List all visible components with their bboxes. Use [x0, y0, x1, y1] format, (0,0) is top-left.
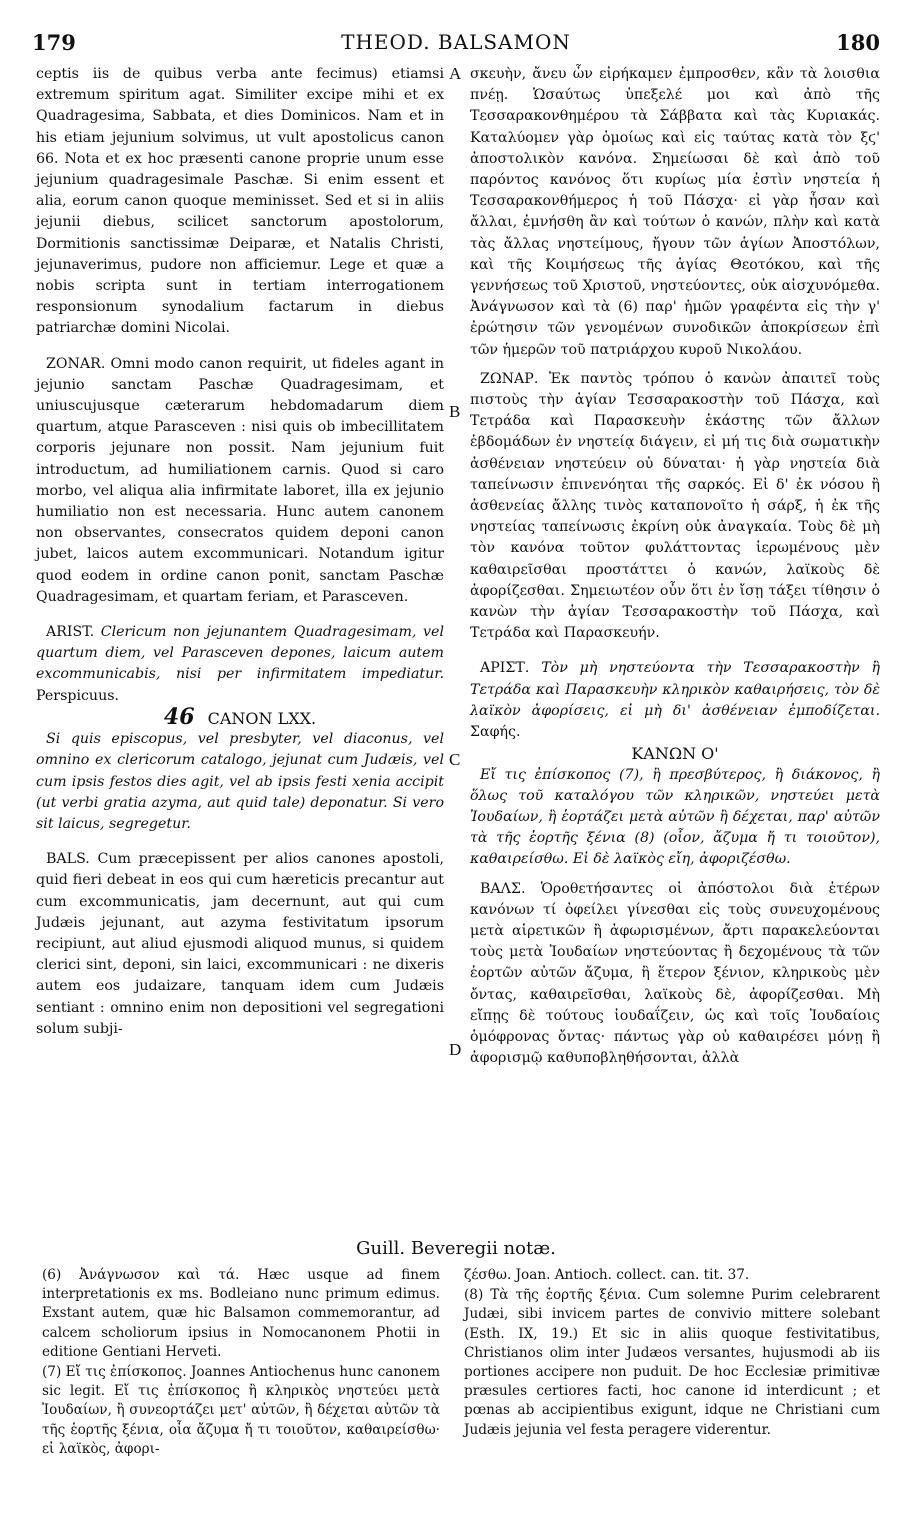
greek-zonaras-commentary: ΖΩΝΑΡ. Ἐκ παντὸς τρόπου ὁ κανὼν ἀπαιτεῖ τοὺς πιστοὺς τὴν ἁγίαν Τεσσαρακοστὴν τοῦ Πάσχα, καὶ Τετράδα καὶ Παρασκευὴν ἑκάστης τῶν ἄλλων ἑβδομάδων ἐν νηστείᾳ διάγειν, εἰ μή τις διὰ σωματικὴν ἀσθένειαν νηστεύειν οὐ δύναται· ἡ γὰρ νηστεία διὰ ταπείνωσιν ἐπινενόηται τῆς σαρκός. Εἰ δ' ἐκ νόσου ἢ ἀσθενείας ἄλλης τινὸς καταπονοῖτο ἡ σάρξ, ἡ ἐκ τῆς νηστείας ταπείνωσις ἐκρίνη οὐκ ἀναγκαία. Τοὺς δὲ μὴ τὸν κανόνα τοῦτον φυλάττοντας ἱερωμένους μὲν καθαιρεῖσθαι προστάττει ὁ κανών, λαϊκοὺς δὲ ἀφορίζεσθαι. Σημειωτέον οὖν ὅτι ἐν ἴσῃ τάξει τίθησιν ὁ κανὼν τὴν ἁγίαν Τεσσαρακοστὴν τοῦ Πάσχα, καὶ Τετράδα καὶ Παρασκευήν.	[470, 370, 880, 642]
greek-canon-title: ΚΑΝΩΝ Ο'	[631, 744, 719, 764]
margin-marker-c: C	[449, 750, 461, 769]
greek-aristenus-commentary	[470, 658, 880, 743]
column-number: 46	[163, 703, 195, 730]
latin-canon-heading	[36, 703, 444, 730]
margin-marker-d: D	[449, 1040, 462, 1059]
note-8: (8) Τὰ τῆς ἑορτῆς ξένια. Cum solemne Purim celebrarent Judæi, sibi invicem partes de convivio mittere solebant (Esth. IX, 19.) Et sic in aliis quoque festivitatibus, Christianos olim inter Judæos versantes, hujusmodi ab iis portiones accipere non puduit. De hoc Ecclesiæ primitivæ præsules certiores facti, hoc canone id interdicunt ; et pœnas ab accipientibus exigunt, idque ne Christiani cum Judæis jejunia vel festa peragere viderentur.	[464, 1287, 880, 1438]
latin-column	[36, 64, 444, 1040]
greek-aristenus-label: ΑΡΙΣΤ.	[480, 660, 530, 677]
note-7: (7) Εἴ τις ἐπίσκοπος. Joannes Antiochenus hunc canonem sic legit. Εἴ τις ἐπίσκοπος ἢ κληρικὸς νηστεύει μετὰ Ἰουδαίων, ἢ συνεορτάζει μετ' αὐτῶν, ἢ δέχεται αὐτῶν τὰ τῆς ἑορτῆς ξένια, οἷα ἄζυμα ἤ τι τοιοῦτον, καθαιρείσθω· εἰ λαϊκὸς, ἀφορι-	[42, 1364, 440, 1457]
greek-column	[470, 64, 880, 1069]
latin-balsamon-commentary: BALS. Cum præcepissent per alios canones apostoli, quid fieri debeat in eos qui cum hæreticis precantur aut cum excommunicatis, jam decernunt, aut qui cum Judæis jejunant, aut azyma festivitatum ipsorum recipiunt, aut aliud ejusmodi aliquod munus, si quidem clerici sint, deponi, sin laici, excommunicari : ne dixeris autem eos judaizare, tanquam idem cum Judæis sentiant : omnino enim non depositioni vel segregationi solum subji-	[36, 851, 444, 1037]
latin-canon-title: CANON LXX.	[207, 708, 317, 728]
greek-aristenus-text: Τὸν μὴ νηστεύοντα τὴν Τεσσαρακοστὴν ἢ Τετράδα καὶ Παρασκευὴν κληρικὸν καθαιρήσεις, τὸν δὲ λαϊκὸν ἀφορίσεις, εἰ μὴ δι' ἀσθένειαν ἐμποδίζεται.	[470, 660, 880, 719]
greek-continuation-paragraph: σκευὴν, ἄνευ ὧν εἰρήκαμεν ἐμπροσθεν, κἂν τὰ λοισθια πνέῃ. Ὡσαύτως ὑπεξελέ μοι καὶ ἀπὸ τῆς Τεσσαρακονθημέρου τὰ Σάββατα καὶ τὰς Κυριακάς. Καταλύομεν γὰρ ὁμοίως καὶ εἰς ταύτας κατὰ τὸν ξϛ' ἀποστολικὸν κανόνα. Σημείωσαι δὲ καὶ ἀπὸ τοῦ παρόντος κανόνος ὅτι κυρίως μία ἐστὶν νηστεία ἡ Τεσσαρακονθήμερος ἡ τοῦ Πάσχα· εἰ γὰρ ἦσαν καὶ ἄλλαι, ἐμνήσθη ἂν καὶ τούτων ὁ κανών, πλὴν καὶ κατὰ τὰς ἄλλας νηστείμους, ἤγουν τῶν ἁγίων Ἀποστόλων, καὶ τῆς Κοιμήσεως τῆς ἁγίας Θεοτόκου, καὶ τῆς γεννήσεως τοῦ Χριστοῦ, νηστεύοντες, οὐκ αἰσχυνόμεθα. Ἀνάγνωσον καὶ τὰ (6) παρ' ἡμῶν γραφέντα εἰς τὴν γ' ἐρώτησιν τῶν γενομένων συνοδικῶν ἀποκρίσεων ἐπὶ τῶν ἡμερῶν τοῦ πατριάρχου κυροῦ Νικολάου.	[470, 66, 880, 358]
note-7-continuation: ζέσθω. Joan. Antioch. collect. can. tit. 37.	[464, 1267, 750, 1283]
margin-marker-a: A	[449, 64, 462, 83]
note-6: (6) Ἀνάγνωσον καὶ τά. Hæc usque ad finem interpretationis ex ms. Bodleiano nunc primum edimus. Exstant autem, quæ hic Balsamon commemorantur, ad calcem scholiorum ipsius in Nomocanonem Photii in editione Gentiani Herveti.	[42, 1267, 440, 1360]
latin-zonaras-commentary: ZONAR. Omni modo canon requirit, ut fideles agant in jejunio sanctam Paschæ Quadragesimam, et uniuscujusque cæterarum hebdomadarum diem quartum, atque Parasceven : nisi quis ob imbecillitatem corporis jejunare non possit. Nam jejunium fuit introductum, ad humiliationem carnis. Quod si caro morbo, vel aliqua alia infirmitate laboret, illa ex jejunio humiliatio non est necessaria. Hunc autem canonem non observantes, consecratos quidem deponi canon jubet, laicos autem excommunicari. Notandum igitur quod eodem in ordine canon ponit, sanctam Paschæ Quadragesimam, et quartam feriam, et Parasceven.	[36, 355, 444, 605]
latin-aristenus-tail: Perspicuus.	[36, 687, 119, 704]
greek-balsamon-commentary: ΒΑΛΣ. Ὁροθετήσαντες οἱ ἀπόστολοι διὰ ἑτέρων κανόνων τί ὀφείλει γίνεσθαι εἰς τοὺς συνευχομένους μετὰ αἱρετικῶν ἢ ἀφωρισμένων, ἄρτι παρακελεύονται τοὺς μετὰ Ἰουδαίων νηστεύοντας ἢ δεχομένους τὰ τῶν ἑορτῶν αὐτῶν ἄζυμα, ἢ ἕτερον ξένιον, κληρικοὺς μὲν ὄντας, καθαιρεῖσθαι, λαϊκοὺς δὲ, ἀφορίζεσθαι. Μὴ εἴπῃς δὲ τούτους ἰουδαΐζειν, ὡς καὶ τοῖς Ἰουδαίοις ὁμόφρονας ὄντας· πάντως γὰρ οὐ καθαιρέσει μόνῃ ἢ ἀφορισμῷ καθυποβληθήσονται, ἀλλὰ	[470, 880, 880, 1067]
latin-aristenus-text: Clericum non jejunantem Quadragesimam, vel quartum diem, vel Parasceven depones, laicum autem excommunicabis, nisi per infirmitatem impediatur.	[36, 624, 444, 683]
page-header	[28, 30, 884, 60]
notes-right-column	[464, 1266, 880, 1441]
greek-canon-text: Εἴ τις ἐπίσκοπος (7), ἢ πρεσβύτερος, ἢ διάκονος, ἢ ὅλως τοῦ καταλόγου τῶν κληρικῶν, νηστεύει μετὰ Ἰουδαίων, ἢ ἑορτάζει μετὰ αὐτῶν ἢ δέχεται, παρ' αὐτῶν τὰ τῆς ἑορτῆς ξένια (8) (οἷον, ἄζυμα ἤ τι τοιοῦτον), καθαιρείσθω. Εἰ δὲ λαϊκὸς εἴη, ἀφοριζέσθω.	[470, 766, 880, 868]
notes-left-column	[42, 1266, 440, 1460]
page-number-right: 180	[836, 30, 880, 55]
latin-canon-text: Si quis episcopus, vel presbyter, vel diaconus, vel omnino ex clericorum catalogo, jejunat cum Judæis, vel cum ipsis festos dies agit, vel ab ipsis festi xenia accipit (ut verbi gratia azyma, aut quid tale) deponatur. Si vero sit laicus, segregetur.	[36, 731, 444, 832]
page-number-left: 179	[32, 30, 76, 55]
latin-aristenus-label: ARIST.	[46, 624, 95, 641]
running-title: THEOD. BALSAMON	[341, 30, 571, 54]
margin-marker-b: B	[449, 402, 461, 421]
greek-aristenus-tail: Σαφής.	[470, 724, 521, 741]
notes-heading: Guill. Beveregii notæ.	[356, 1238, 556, 1259]
latin-aristenus-commentary	[36, 622, 444, 707]
latin-continuation-paragraph: ceptis iis de quibus verba ante fecimus) etiamsi extremum spiritum agat. Similiter excipe mihi et ex Quadragesima, Sabbata, et dies Dominicos. Nam et in his etiam jejunium solvimus, ut vult apostolicus canon 66. Nota et ex hoc præsenti canone proprie unum esse jejunium quadragesimale Paschæ. Si enim essent et alia, eorum canon quoque meminisset. Sed et si in aliis jejunii diebus, scilicet sanctorum apostolorum, Dormitionis sanctissimæ Deiparæ, et Natalis Christi, jejunaverimus, pudore non afficiemur. Lege et quæ a nobis scripta sunt in tertiam interrogationem responsionum synodalium factarum in diebus patriarchæ domini Nicolai.	[36, 66, 444, 337]
